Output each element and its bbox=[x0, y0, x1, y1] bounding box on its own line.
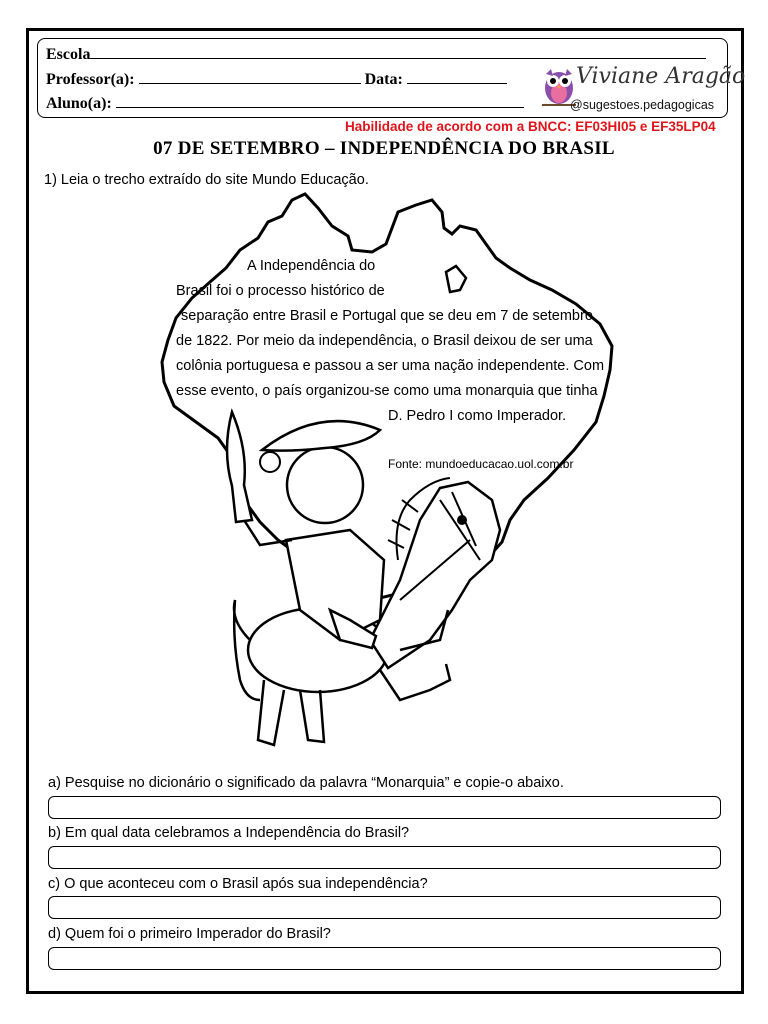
professor-label: Professor(a): bbox=[46, 71, 135, 88]
answer-box-d[interactable] bbox=[48, 947, 721, 970]
escola-label: Escola bbox=[46, 46, 91, 63]
page-title: 07 DE SETEMBRO – INDEPENDÊNCIA DO BRASIL bbox=[153, 138, 615, 159]
aluno-label: Aluno(a): bbox=[46, 95, 112, 112]
question-c: c) O que aconteceu com o Brasil após sua independência? bbox=[48, 876, 428, 892]
answer-box-b[interactable] bbox=[48, 846, 721, 869]
answer-box-c[interactable] bbox=[48, 896, 721, 919]
question-1: 1) Leia o trecho extraído do site Mundo Educação. bbox=[44, 172, 369, 188]
passage-source: Fonte: mundoeducacao.uol.com.br bbox=[388, 457, 574, 471]
question-b: b) Em qual data celebramos a Independência do Brasil? bbox=[48, 825, 410, 841]
rider-head bbox=[287, 447, 363, 523]
passage-line-5: colônia portuguesa e passou a ser uma nação independente. Com bbox=[176, 358, 605, 374]
passage-line-3: separação entre Brasil e Portugal que se deu em 7 de setembro bbox=[181, 308, 593, 324]
passage-line-1: A Independência do bbox=[247, 258, 376, 274]
question-a: a) Pesquise no dicionário o significado da palavra “Monarquia” e copie-o abaixo. bbox=[48, 775, 564, 791]
passage-line-2: Brasil foi o processo histórico de bbox=[176, 283, 385, 299]
passage-line-4: de 1822. Por meio da independência, o Brasil deixou de ser uma bbox=[176, 333, 593, 349]
bncc-skill: Habilidade de acordo com a BNCC: EF03HI05 e EF35LP04 bbox=[345, 119, 716, 134]
data-label: Data: bbox=[364, 71, 403, 88]
brazil-map-outline bbox=[162, 194, 612, 612]
logo-name: Viviane Aragão bbox=[576, 64, 746, 89]
hat-rosette bbox=[260, 452, 280, 472]
answer-box-a[interactable] bbox=[48, 796, 721, 819]
passage-line-7: D. Pedro I como Imperador. bbox=[388, 408, 567, 424]
logo-handle: @sugestoes.pedagogicas bbox=[570, 98, 715, 112]
question-d: d) Quem foi o primeiro Imperador do Brasil? bbox=[48, 926, 331, 942]
passage-line-6: esse evento, o país organizou-se como uma monarquia que tinha bbox=[176, 383, 598, 399]
